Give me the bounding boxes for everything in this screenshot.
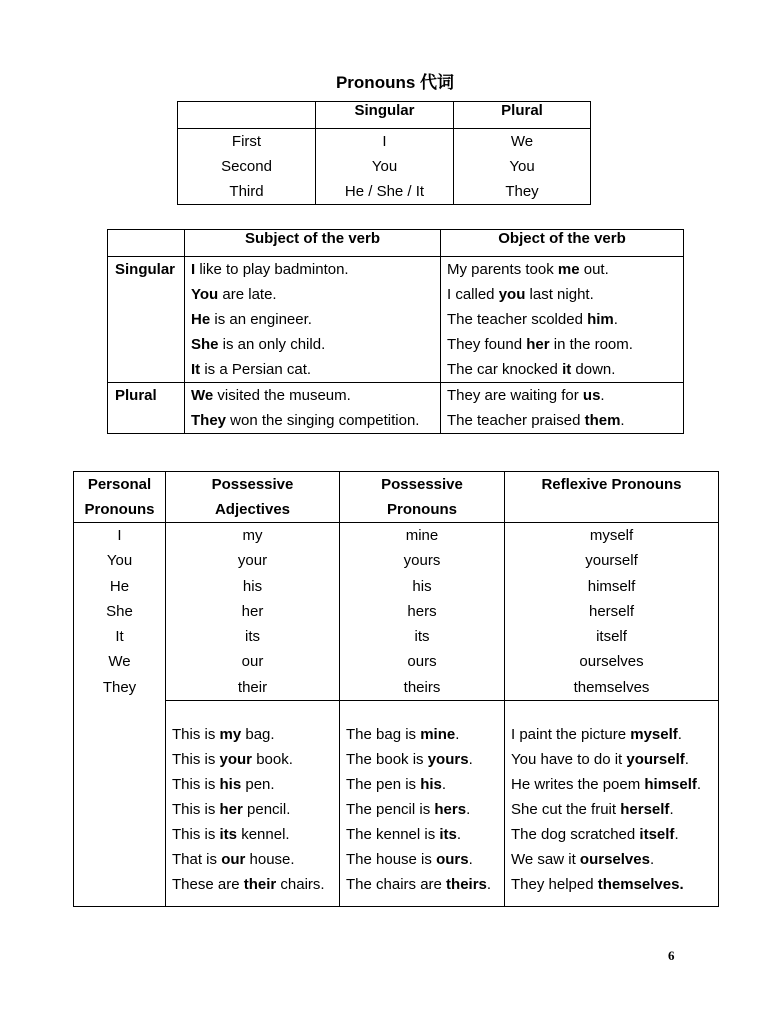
personal-pronoun-column [74,523,166,907]
table-header-cell: Possessive Pronouns [340,472,505,523]
table-cell [178,129,316,205]
list-item: my [242,527,263,544]
reflexive-pronoun-column [505,523,719,701]
example-sentence: This is his pen. [172,776,275,794]
example-sentence: I paint the picture myself. [511,726,682,744]
person-number-table [177,101,591,205]
example-sentence: We visited the museum. [191,387,351,404]
example-sentence: She is an only child. [191,336,326,353]
example-sentence: The chairs are theirs. [346,876,492,894]
adjective-examples [166,701,340,907]
example-sentence: This is your book. [172,751,293,769]
example-sentence: These are their chairs. [172,876,325,894]
list-item: its [414,628,430,646]
example-sentence: The pencil is hers. [346,801,471,819]
example-sentence: It is a Persian cat. [191,361,312,378]
page-title: Pronouns 代词 [335,73,455,92]
table-header-cell: Personal Pronouns [74,472,166,523]
singular-pronoun: You [371,158,398,175]
object-examples [441,383,684,434]
example-sentence: That is our house. [172,851,295,869]
list-item: themselves [573,678,650,696]
table-row [74,523,719,701]
list-item: We [108,653,131,671]
list-item: It [115,628,124,646]
plural-pronoun: They [505,183,539,200]
table-header-row [74,472,719,523]
list-item: ourselves [579,653,644,671]
table-cell [454,129,591,205]
list-item: himself [587,577,636,595]
list-item: ours [407,653,437,671]
list-item: You [106,552,133,570]
table-header-cell [108,230,185,257]
row-label [108,383,185,434]
example-sentence: The bag is mine. [346,726,460,744]
plural-pronoun: You [509,158,535,175]
example-sentence: She cut the fruit herself. [511,801,674,819]
pronoun-examples [340,701,505,907]
example-sentence: He writes the poem himself. [511,776,702,794]
possessive-pronoun-column [340,523,505,701]
object-examples [441,257,684,383]
list-item: your [237,552,268,570]
list-item: yourself [585,552,638,570]
example-sentence: The dog scratched itself. [511,826,679,844]
list-item: They [102,678,137,696]
example-sentence: I called you last night. [447,286,594,303]
table-header-cell: Object of the verb [441,230,684,257]
list-item: hers [407,602,437,620]
list-item: itself [596,628,627,646]
singular-pronoun: I [382,133,387,150]
table-header-cell: Plural [454,102,591,129]
example-sentence: I like to play badminton. [191,261,349,278]
example-sentence: The kennel is its. [346,826,462,844]
table-cell [316,129,454,205]
table-header-cell: Possessive Adjectives [166,472,340,523]
table-row [108,383,684,434]
list-item: He [109,577,130,595]
page-number: 6 [668,948,675,963]
list-item: herself [588,602,635,620]
list-item: his [242,577,263,595]
subject-examples [185,257,441,383]
example-sentence: The house is ours. [346,851,473,869]
person-label: Second [221,158,272,175]
example-sentence: My parents took me out. [447,261,609,278]
example-sentence: They helped themselves. [511,876,684,894]
example-sentence: They are waiting for us. [447,387,605,404]
subject-examples [185,383,441,434]
list-item: She [106,602,133,620]
example-sentence: The teacher praised them. [447,412,625,429]
example-sentence: The teacher scolded him. [447,311,618,328]
possessive-adjective-column [166,523,340,701]
table-row [108,257,684,383]
example-sentence: They won the singing competition. [191,412,420,429]
table-row [74,701,719,907]
example-sentence: We saw it ourselves. [511,851,655,869]
person-label: First [231,133,262,150]
possessive-reflexive-table [73,471,719,907]
list-item: his [412,577,432,595]
table-header-row [108,230,684,257]
plural-label: Plural [115,387,157,404]
table-header-cell: Reflexive Pronouns [505,472,719,523]
example-sentence: You are late. [191,286,277,303]
list-item: our [241,653,264,671]
list-item: her [241,602,264,620]
list-item: its [245,628,260,646]
reflexive-examples [505,701,719,907]
example-sentence: The pen is his. [346,776,447,794]
list-item: theirs [403,678,441,696]
table-row [178,129,591,205]
example-sentence: They found her in the room. [447,336,633,353]
list-item: yours [403,552,441,570]
list-item: I [117,527,122,544]
table-header-row [178,102,591,129]
table-header-cell [178,102,316,129]
list-item: myself [589,527,634,544]
singular-pronoun: He / She / It [344,183,425,200]
example-sentence: You have to do it yourself. [511,751,689,769]
example-sentence: The car knocked it down. [447,361,616,378]
subject-object-table [107,229,684,434]
row-label [108,257,185,383]
example-sentence: The book is yours. [346,751,473,769]
example-sentence: This is its kennel. [172,826,290,844]
plural-pronoun: We [510,133,534,150]
example-sentence: This is my bag. [172,726,275,744]
list-item: mine [405,527,439,544]
table-header-cell: Singular [316,102,454,129]
list-item: their [237,678,268,696]
table-header-cell: Subject of the verb [185,230,441,257]
example-sentence: This is her pencil. [172,801,291,819]
example-sentence: He is an engineer. [191,311,312,328]
singular-label: Singular [115,261,176,278]
person-label: Third [229,183,264,200]
